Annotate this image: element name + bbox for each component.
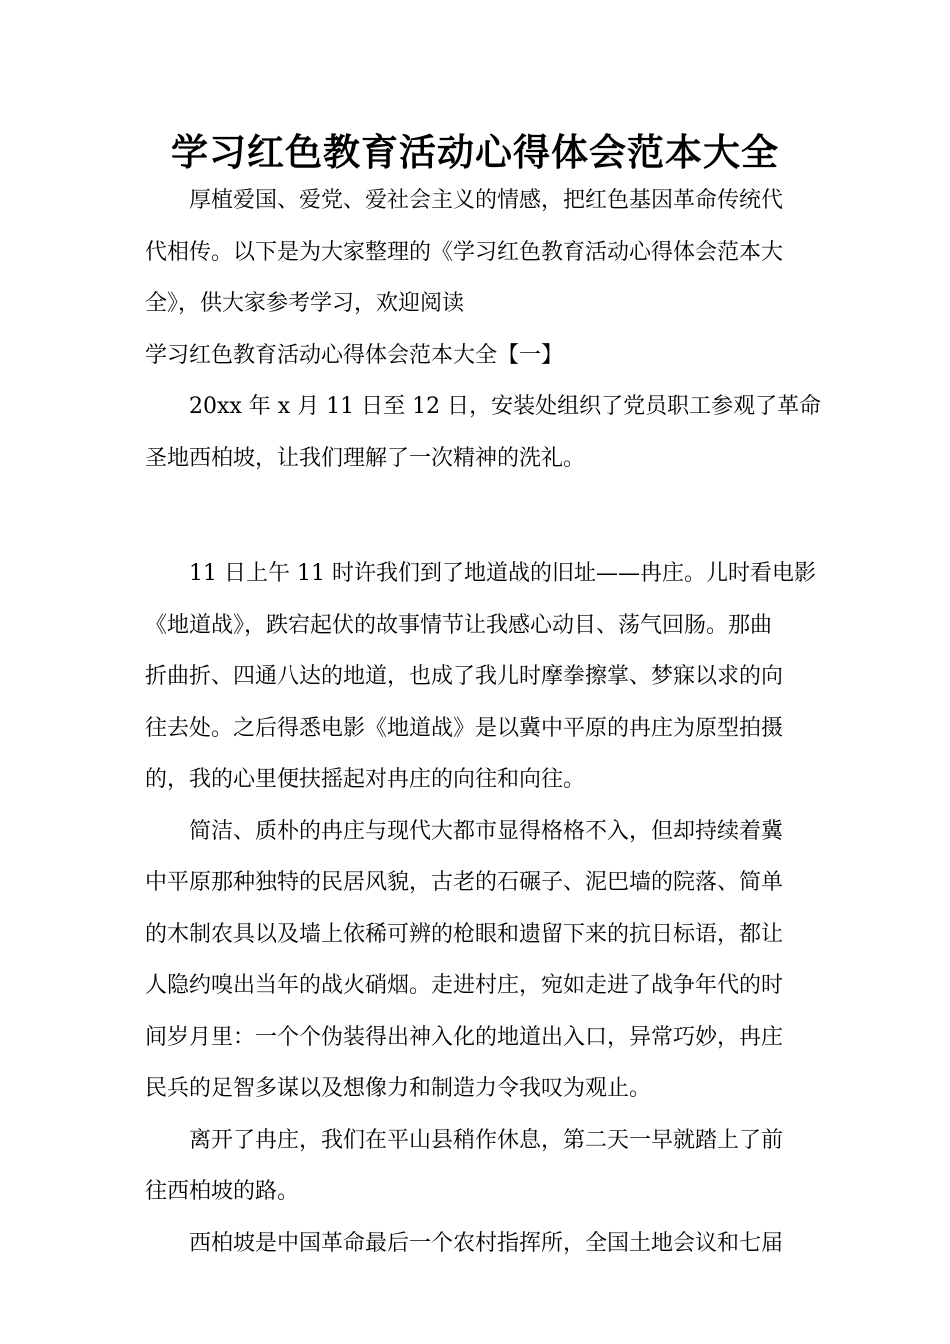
paragraph-1 [145, 388, 822, 477]
text-line: 的木制农具以及墙上依稀可辨的枪眼和遗留下来的抗日标语，都让 [145, 921, 784, 947]
text-line: 西柏坡是中国革命最后一个农村指挥所，全国土地会议和七届 [189, 1230, 784, 1256]
paragraph-5 [145, 1225, 810, 1262]
text-line: 往去处。之后得悉电影《地道战》是以冀中平原的冉庄为原型拍摄 [145, 715, 784, 741]
document-body [145, 182, 822, 1276]
text-line: 民兵的足智多谋以及想像力和制造力令我叹为观止。 [145, 1076, 652, 1101]
text-line: 往西柏坡的路。 [145, 1179, 300, 1204]
paragraph-4 [145, 1122, 810, 1211]
text-line: 代相传。以下是为大家整理的《学习红色教育活动心得体会范本大 [145, 239, 784, 265]
text-line: 简洁、质朴的冉庄与现代大都市显得格格不入，但却持续着冀 [189, 818, 784, 844]
paragraph-3 [145, 813, 810, 1108]
text-line: 人隐约嗅出当年的战火硝烟。走进村庄，宛如走进了战争年代的时 [145, 973, 784, 998]
document-title: 学习红色教育活动心得体会范本大全 [171, 131, 779, 174]
text-line: 离开了冉庄，我们在平山县稍作休息，第二天一早就踏上了前 [189, 1127, 784, 1153]
text-line: 全》，供大家参考学习，欢迎阅读 [145, 291, 465, 316]
text-line: 中平原那种独特的民居风貌，古老的石碾子、泥巴墙的院落、简单 [145, 870, 784, 895]
section-heading-block [145, 337, 810, 374]
text-line: 厚植爱国、爱党、爱社会主义的情感，把红色基因革命传统代 [189, 188, 784, 213]
intro-paragraph [145, 182, 810, 322]
text-line: 《地道战》，跌宕起伏的故事情节让我感心动目、荡气回肠。那曲 [145, 612, 773, 638]
text-line: 20xx 年 x 月 11 日至 12 日，安装处组织了党员职工参观了革命 [189, 394, 822, 419]
section-heading: 学习红色教育活动心得体会范本大全【一】 [145, 342, 564, 368]
text-line: 间岁月里：一个个伪装得出神入化的地道出入口，异常巧妙，冉庄 [145, 1024, 784, 1050]
text-line: 折曲折、四通八达的地道，也成了我儿时摩拳擦掌、梦寐以求的向 [145, 664, 784, 689]
paragraph-2 [145, 555, 816, 798]
text-line: 的，我的心里便扶摇起对冉庄的向往和向往。 [145, 767, 586, 792]
text-line: 圣地西柏坡，让我们理解了一次精神的洗礼。 [145, 445, 586, 471]
blank-line [145, 491, 810, 555]
text-line: 11 日上午 11 时许我们到了地道战的旧址——冉庄。儿时看电影 [189, 561, 816, 586]
